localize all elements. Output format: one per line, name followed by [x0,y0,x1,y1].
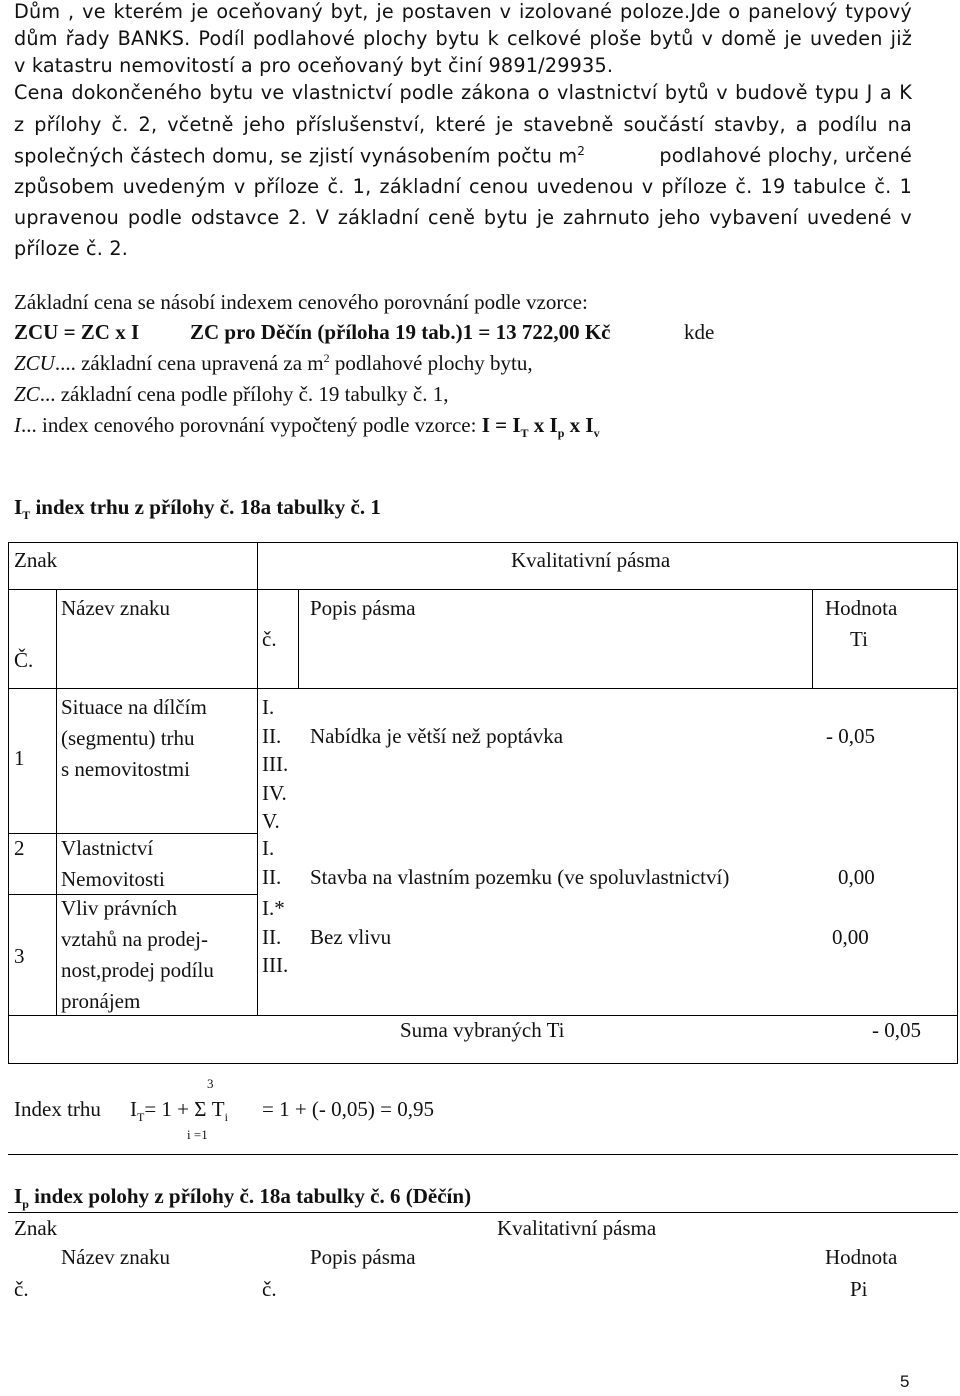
t1-head-c: Č. [14,648,34,672]
ip-heading-i: I [14,1184,23,1208]
def-i-sub-p: p [557,426,565,441]
def-i-formula-i: I = I [481,413,521,437]
t1-row3-level-1: I.* [262,896,285,920]
index-trhu-label: Index trhu [14,1097,101,1121]
formula-zcu: ZCU = ZC x I [14,320,140,344]
intro-line-5: z přílohy č. 2, včetně jeho příslušenství, které je stavebně součástí stavby, a podílu na [14,113,912,136]
t1-row3-level-2: II. [262,925,282,949]
ip-heading-sub: p [22,1197,29,1212]
index-trhu-result: = 1 + (- 0,05) = 0,95 [262,1097,435,1121]
formula-kde: kde [684,320,715,344]
index-trhu-expression [130,1097,228,1125]
index-trhu-sub-t: T [137,1110,145,1125]
t2-head-znak: Znak [14,1216,58,1240]
it-heading-i: I [14,495,23,519]
intro-line-9: příloze č. 2. [14,237,129,260]
index-trhu-i: I [130,1097,137,1121]
t1-row3-name-1: Vliv právních [61,896,178,920]
t1-row1-name-2: (segmentu) trhu [61,726,195,750]
t1-row2-level-1: I. [262,836,275,860]
intro-line-6 [14,144,912,167]
t1-head-nazev: Název znaku [61,596,171,620]
t1-border-sub [8,589,958,590]
t1-col-name [257,542,258,1015]
t2-head-pasma: Kvalitativní pásma [497,1216,657,1240]
t2-head-popis: Popis pásma [310,1245,416,1269]
intro-line-8: upravenou podle odstavce 2. V základní ceně bytu je zahrnuto jeho vybavení uvedené v [14,206,912,229]
t1-row2-name-1: Vlastnictví [61,836,154,860]
page-number: 5 [900,1372,910,1391]
t2-head-c: č. [14,1277,29,1301]
t1-row1-level-1: I. [262,695,275,719]
t1-row2-value: 0,00 [838,865,875,889]
t1-head-znak: Znak [14,548,58,572]
t1-row1-name-3: s nemovitostmi [61,757,190,781]
t1-rows-bottom [8,1015,958,1016]
intro-line-7: způsobem uvedeným v příloze č. 1, základní cenou uvedenou v příloze č. 19 tabulce č. 1 [14,175,912,198]
t1-row1-level-4: IV. [262,781,287,805]
t1-row1-bottom [8,833,257,834]
t2-head-pi: Pi [850,1277,868,1301]
t1-border-bottom [8,1063,958,1064]
index-trhu-sub-i: i [224,1110,228,1125]
t1-row1-desc: Nabídka je větší než poptávka [310,724,564,748]
t1-row3-level-3: III. [262,953,289,977]
index-trhu-divider [8,1154,958,1155]
def-zc-desc: ... základní cena podle přílohy č. 19 tabulky č. 1, [39,382,449,406]
t1-border-top [8,542,958,543]
t1-border-left [8,542,9,1063]
t1-row2-name-2: Nemovitosti [61,867,165,891]
t1-head-ti: Ti [850,627,868,651]
def-zc-term: ZC [14,382,40,406]
def-i-desc: ... index cenového porovnání vypočtený podle vzorce: [21,413,482,437]
t1-head-c2: č. [262,627,277,651]
def-zcu [14,351,533,376]
def-i-sub-t: T [520,426,529,441]
formula-zc-decin: ZC pro Děčín (příloha 19 tab.)1 = 13 722,00 Kč [190,320,611,344]
t1-sum-value: - 0,05 [872,1018,921,1042]
t1-row3-desc: Bez vlivu [310,925,392,949]
it-heading-sub: T [22,508,31,523]
t2-border-top [8,1212,958,1213]
t1-row3-name-2: vztahů na prodej- [61,927,208,951]
t1-row2-bottom [8,894,257,895]
intro-line-6-a: společných částech domu, se zjistí vynásobením počtu m [14,144,578,168]
intro-line-3: v katastru nemovitostí a pro oceňovaný byt činí 9891/29935. [14,54,614,77]
t1-row2-level-2: II. [262,865,282,889]
t1-border-right [957,542,958,1063]
t1-row1-level-2: II. [262,724,282,748]
t1-head-hodnota: Hodnota [825,596,898,620]
def-zcu-desc2: podlahové plochy bytu, [329,351,533,375]
t1-row1-level-3: III. [262,752,289,776]
t1-sum-label: Suma vybraných Ti [400,1018,565,1042]
t1-col-num [56,589,57,1015]
t1-row1-level-5: V. [262,809,280,833]
formula-intro: Základní cena se násobí indexem cenového porovnání podle vzorce: [14,290,588,314]
it-heading [14,495,381,523]
t2-head-nazev: Název znaku [61,1245,171,1269]
t1-row3-num: 3 [14,944,25,968]
ip-heading-text: index polohy z přílohy č. 18a tabulky č. 6 (Děčín) [28,1184,472,1208]
index-trhu-eq: = 1 + Σ T [144,1097,225,1121]
def-i [14,413,600,441]
intro-line-1: Dům , ve kterém je oceňovaný byt, je postaven v izolované poloze.Jde o panelový typový [14,0,912,23]
sum-upper-limit: 3 [207,1076,214,1091]
ip-heading [14,1184,471,1212]
it-heading-text: index trhu z přílohy č. 18a tabulky č. 1 [30,495,381,519]
t2-head-c2: č. [262,1277,277,1301]
def-i-x2: x I [564,413,594,437]
t1-row2-num: 2 [14,836,25,860]
sum-lower-limit: i =1 [187,1127,208,1142]
def-zc [14,382,448,407]
def-i-formula [481,413,600,441]
def-zcu-sup: 2 [323,351,330,365]
t1-head-pasma: Kvalitativní pásma [511,548,671,572]
t1-row1-value: - 0,05 [826,724,875,748]
t1-row3-name-3: nost,prodej podílu [61,958,214,982]
intro-line-6-b: podlahové plochy, určené [659,144,912,167]
t1-row3-value: 0,00 [832,925,869,949]
t1-row2-desc: Stavba na vlastním pozemku (ve spoluvlastnictví) [310,865,730,889]
def-i-sub-v: v [593,426,600,441]
def-i-term: I [14,413,21,437]
t1-row3-name-4: pronájem [61,989,141,1013]
def-zcu-desc: .... základní cena upravená za m [54,351,324,375]
intro-line-2: dům řady BANKS. Podíl podlahové plochy bytu k celkové ploše bytů v domě je uveden již [14,27,912,50]
t2-head-hodnota: Hodnota [825,1245,898,1269]
t1-row1-num: 1 [14,746,25,770]
t1-border-head-bottom [8,688,958,689]
t1-col-level [298,589,299,688]
t1-head-popis: Popis pásma [310,596,416,620]
def-zcu-term: ZCU [14,351,55,375]
def-i-x1: x I [528,413,558,437]
intro-line-4: Cena dokončeného bytu ve vlastnictví podle zákona o vlastnictví bytů v budově typu J a K [14,81,912,104]
sup-m2: 2 [577,144,586,158]
t1-col-desc [812,589,813,688]
t1-row1-name-1: Situace na dílčím [61,695,207,719]
